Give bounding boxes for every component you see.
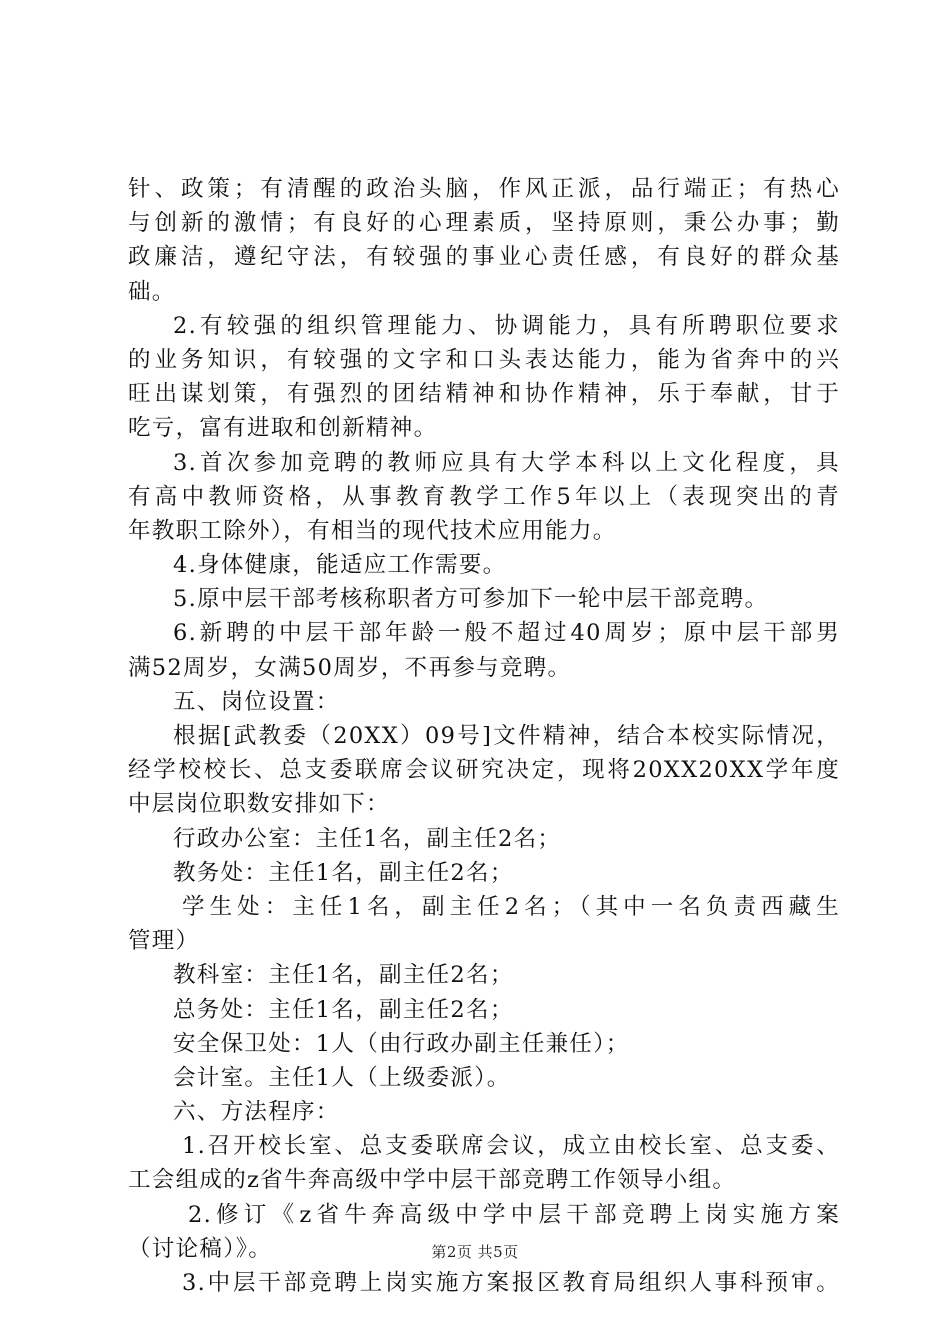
text-line: 安全保卫处：1人（由行政办副主任兼任）； <box>173 1030 630 1057</box>
text-line: （讨论稿）》。 <box>128 1235 273 1262</box>
text-line: 与创新的激情；有良好的心理素质，坚持原则，秉公办事；勤 <box>128 210 840 237</box>
text-line: 教科室：主任1名，副主任2名； <box>173 962 514 989</box>
text-line: 3.中层干部竞聘上岗实施方案报区教育局组织人事科预审。 <box>182 1270 840 1296</box>
section-heading: 六、方法程序： <box>173 1099 340 1126</box>
page-number-footer: 第2页 共5页 <box>431 1243 519 1261</box>
text-line: 1.召开校长室、总支委联席会议，成立由校长室、总支委、 <box>182 1133 840 1160</box>
text-line: 总务处：主任1名，副主任2名； <box>173 996 514 1023</box>
text-line: 工会组成的z省牛奔高级中学中层干部竞聘工作领导小组。 <box>128 1167 737 1194</box>
text-line: 6.新聘的中层干部年龄一般不超过40周岁；原中层干部男 <box>173 620 840 647</box>
text-line: 年教职工除外），有相当的现代技术应用能力。 <box>128 517 617 544</box>
text-line: 2.修订《z省牛奔高级中学中层干部竞聘上岗实施方案 <box>188 1201 840 1228</box>
text-line: 中层岗位职数安排如下： <box>128 791 390 818</box>
text-line: 教务处：主任1名，副主任2名； <box>173 859 514 886</box>
text-line: 的业务知识，有较强的文字和口头表达能力，能为省奔中的兴 <box>128 346 840 373</box>
text-line: 经学校校长、总支委联席会议研究决定，现将20XX20XX学年度 <box>128 757 840 784</box>
text-line: 行政办公室：主任1名，副主任2名； <box>173 825 562 852</box>
text-line: 5.原中层干部考核称职者方可参加下一轮中层干部竞聘。 <box>173 586 769 613</box>
text-line: 政廉洁，遵纪守法，有较强的事业心责任感，有良好的群众基 <box>128 244 840 271</box>
text-line: 旺出谋划策，有强烈的团结精神和协作精神，乐于奉献，甘于 <box>128 381 840 408</box>
text-line: 3.首次参加竞聘的教师应具有大学本科以上文化程度，具 <box>173 449 840 476</box>
text-line: 会计室。主任1人（上级委派）。 <box>173 1064 511 1091</box>
text-line: 础。 <box>128 278 176 305</box>
text-line: 管理） <box>128 928 200 955</box>
text-line: 4.身体健康，能适应工作需要。 <box>173 552 507 579</box>
document-body <box>128 172 840 1300</box>
text-line: 有高中教师资格，从事教育教学工作5年以上（表现突出的青 <box>128 483 840 510</box>
text-line: 2.有较强的组织管理能力、协调能力，具有所聘职位要求 <box>173 312 840 339</box>
text-line: 满52周岁，女满50周岁，不再参与竞聘。 <box>128 654 572 681</box>
text-line: 学生处：主任1名，副主任2名；（其中一名负责西藏生 <box>182 893 840 920</box>
section-heading: 五、岗位设置： <box>173 688 340 715</box>
text-line: 根据[武教委（20XX）09号]文件精神，结合本校实际情况， <box>173 723 840 749</box>
text-line: 吃亏，富有进取和创新精神。 <box>128 415 438 442</box>
text-line: 针、政策；有清醒的政治头脑，作风正派，品行端正；有热心 <box>128 176 840 202</box>
